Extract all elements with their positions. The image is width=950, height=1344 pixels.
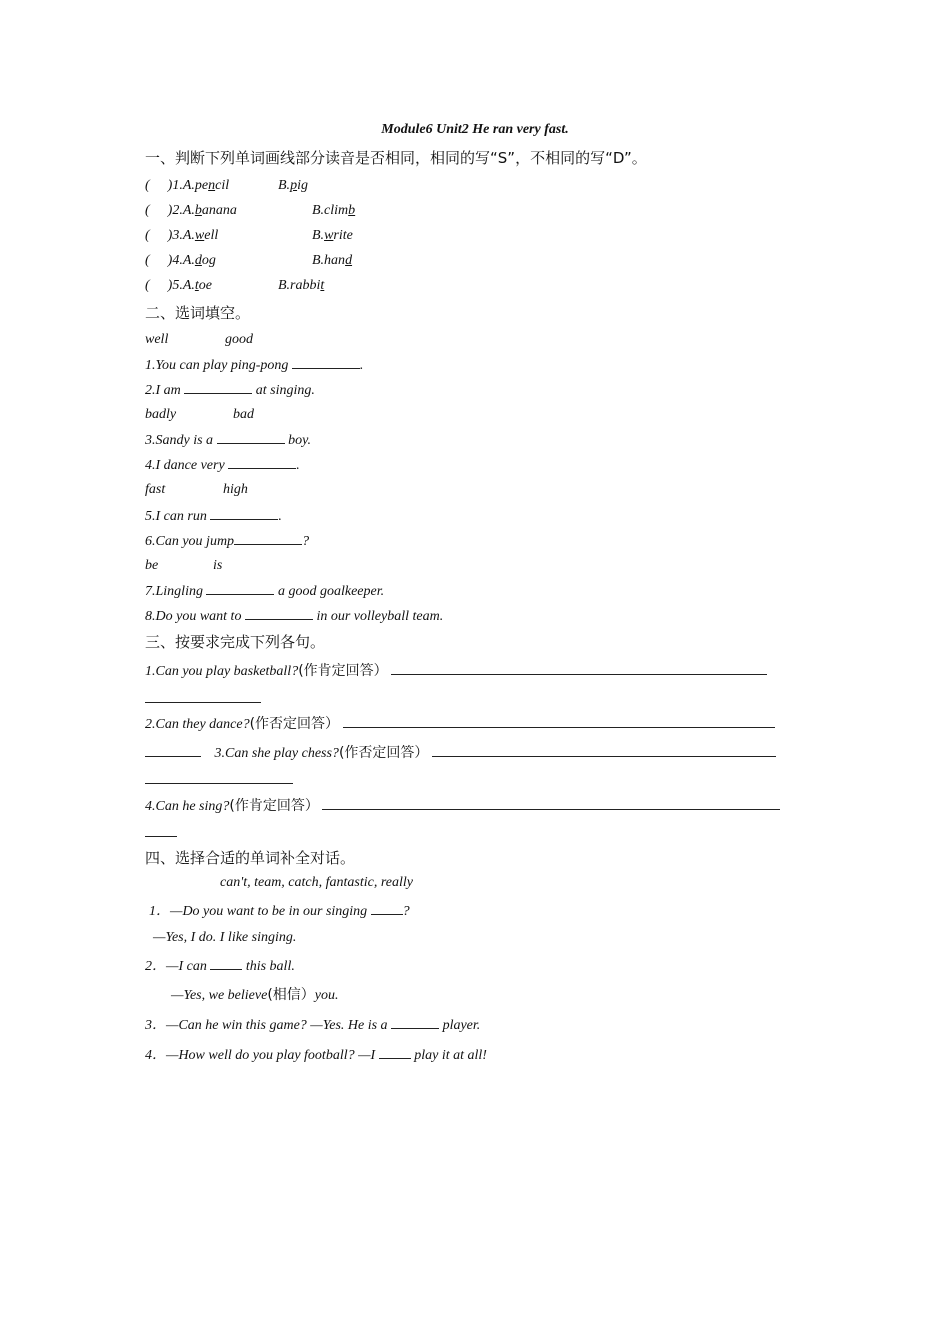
answer-blank[interactable]: [234, 532, 302, 545]
fill-q6: 6.Can you jump ?: [145, 534, 310, 549]
answer-line[interactable]: [343, 715, 775, 728]
rewrite-q3-continued: [145, 771, 293, 789]
word-pair-3: fast high: [145, 482, 248, 497]
fill-q4: 4.I dance very .: [145, 458, 300, 473]
option-b: B.pig: [278, 178, 308, 193]
fill-q3: 3.Sandy is a boy.: [145, 433, 312, 448]
answer-line[interactable]: [432, 744, 776, 757]
rewrite-q2: 2.Can they dance?(作否定回答）: [145, 715, 775, 734]
word-bank: can't, team, catch, fantastic, really: [220, 875, 413, 890]
section-2-heading: 二、选词填空。: [145, 304, 251, 322]
fill-q2: 2.I am at singing.: [145, 383, 315, 398]
answer-blank[interactable]: [245, 607, 313, 620]
answer-line[interactable]: [322, 797, 780, 810]
answer-line[interactable]: [145, 771, 293, 784]
answer-blank[interactable]: [379, 1046, 411, 1059]
answer-blank[interactable]: [228, 456, 296, 469]
answer-blank[interactable]: [391, 1016, 439, 1029]
fill-q7: 7.Lingling a good goalkeeper.: [145, 584, 385, 599]
pronunciation-item: ( )3.A.well B.write: [145, 228, 353, 243]
answer-line[interactable]: [391, 662, 767, 675]
fill-q5: 5.I can run .: [145, 509, 282, 524]
answer-line[interactable]: [145, 744, 201, 757]
answer-blank[interactable]: [371, 902, 403, 915]
fill-q1: 1.You can play ping-pong .: [145, 358, 364, 373]
word-pair-1: well good: [145, 332, 253, 347]
option-b: B.write: [312, 228, 353, 243]
rewrite-q4: 4.Can he sing?(作肯定回答）: [145, 797, 780, 816]
answer-blank[interactable]: [217, 431, 285, 444]
fill-q8: 8.Do you want to in our volleyball team.: [145, 609, 444, 624]
page-title: Module6 Unit2 He ran very fast.: [381, 122, 569, 137]
answer-blank[interactable]: [206, 582, 274, 595]
answer-blank[interactable]: [210, 507, 278, 520]
dialog-2-answer: —Yes, we believe(相信）you.: [171, 987, 339, 1003]
rewrite-q3: 3.Can she play chess?(作否定回答）: [145, 744, 776, 763]
section-3-heading: 三、按要求完成下列各句。: [145, 633, 326, 651]
rewrite-q4-continued: [145, 824, 177, 842]
section-4-heading: 四、选择合适的单词补全对话。: [145, 849, 356, 867]
section-1-heading: 一、判断下列单词画线部分读音是否相同，相同的写“S”，不相同的写“D”。: [145, 149, 647, 167]
pronunciation-item: ( )2.A.banana B.climb: [145, 203, 356, 218]
pronunciation-item: ( )5.A.toe B.rabbit: [145, 278, 325, 293]
dialog-1-answer: —Yes, I do. I like singing.: [153, 930, 297, 945]
option-b: B.climb: [312, 203, 356, 218]
answer-line[interactable]: [145, 824, 177, 837]
pronunciation-item: ( )4.A.dog B.hand: [145, 253, 353, 268]
rewrite-q1: 1.Can you play basketball?(作肯定回答）: [145, 662, 767, 681]
option-b: B.hand: [312, 253, 353, 268]
answer-blank[interactable]: [210, 957, 242, 970]
dialog-1-question: 1．—Do you want to be in our singing ?: [149, 904, 410, 919]
dialog-4: 4．—How well do you play football? —I play it at all!: [145, 1048, 487, 1063]
answer-blank[interactable]: [184, 381, 252, 394]
word-pair-2: badly bad: [145, 407, 254, 422]
word-pair-4: be is: [145, 558, 223, 573]
dialog-3: 3．—Can he win this game? —Yes. He is a player.: [145, 1018, 481, 1033]
option-b: B.rabbit: [278, 278, 325, 293]
dialog-2-question: 2．—I can this ball.: [145, 959, 295, 974]
answer-line[interactable]: [145, 690, 261, 703]
answer-blank[interactable]: [292, 356, 360, 369]
rewrite-q1-continued: [145, 690, 261, 708]
pronunciation-item: ( )1.A.pencil B.pig: [145, 178, 308, 193]
